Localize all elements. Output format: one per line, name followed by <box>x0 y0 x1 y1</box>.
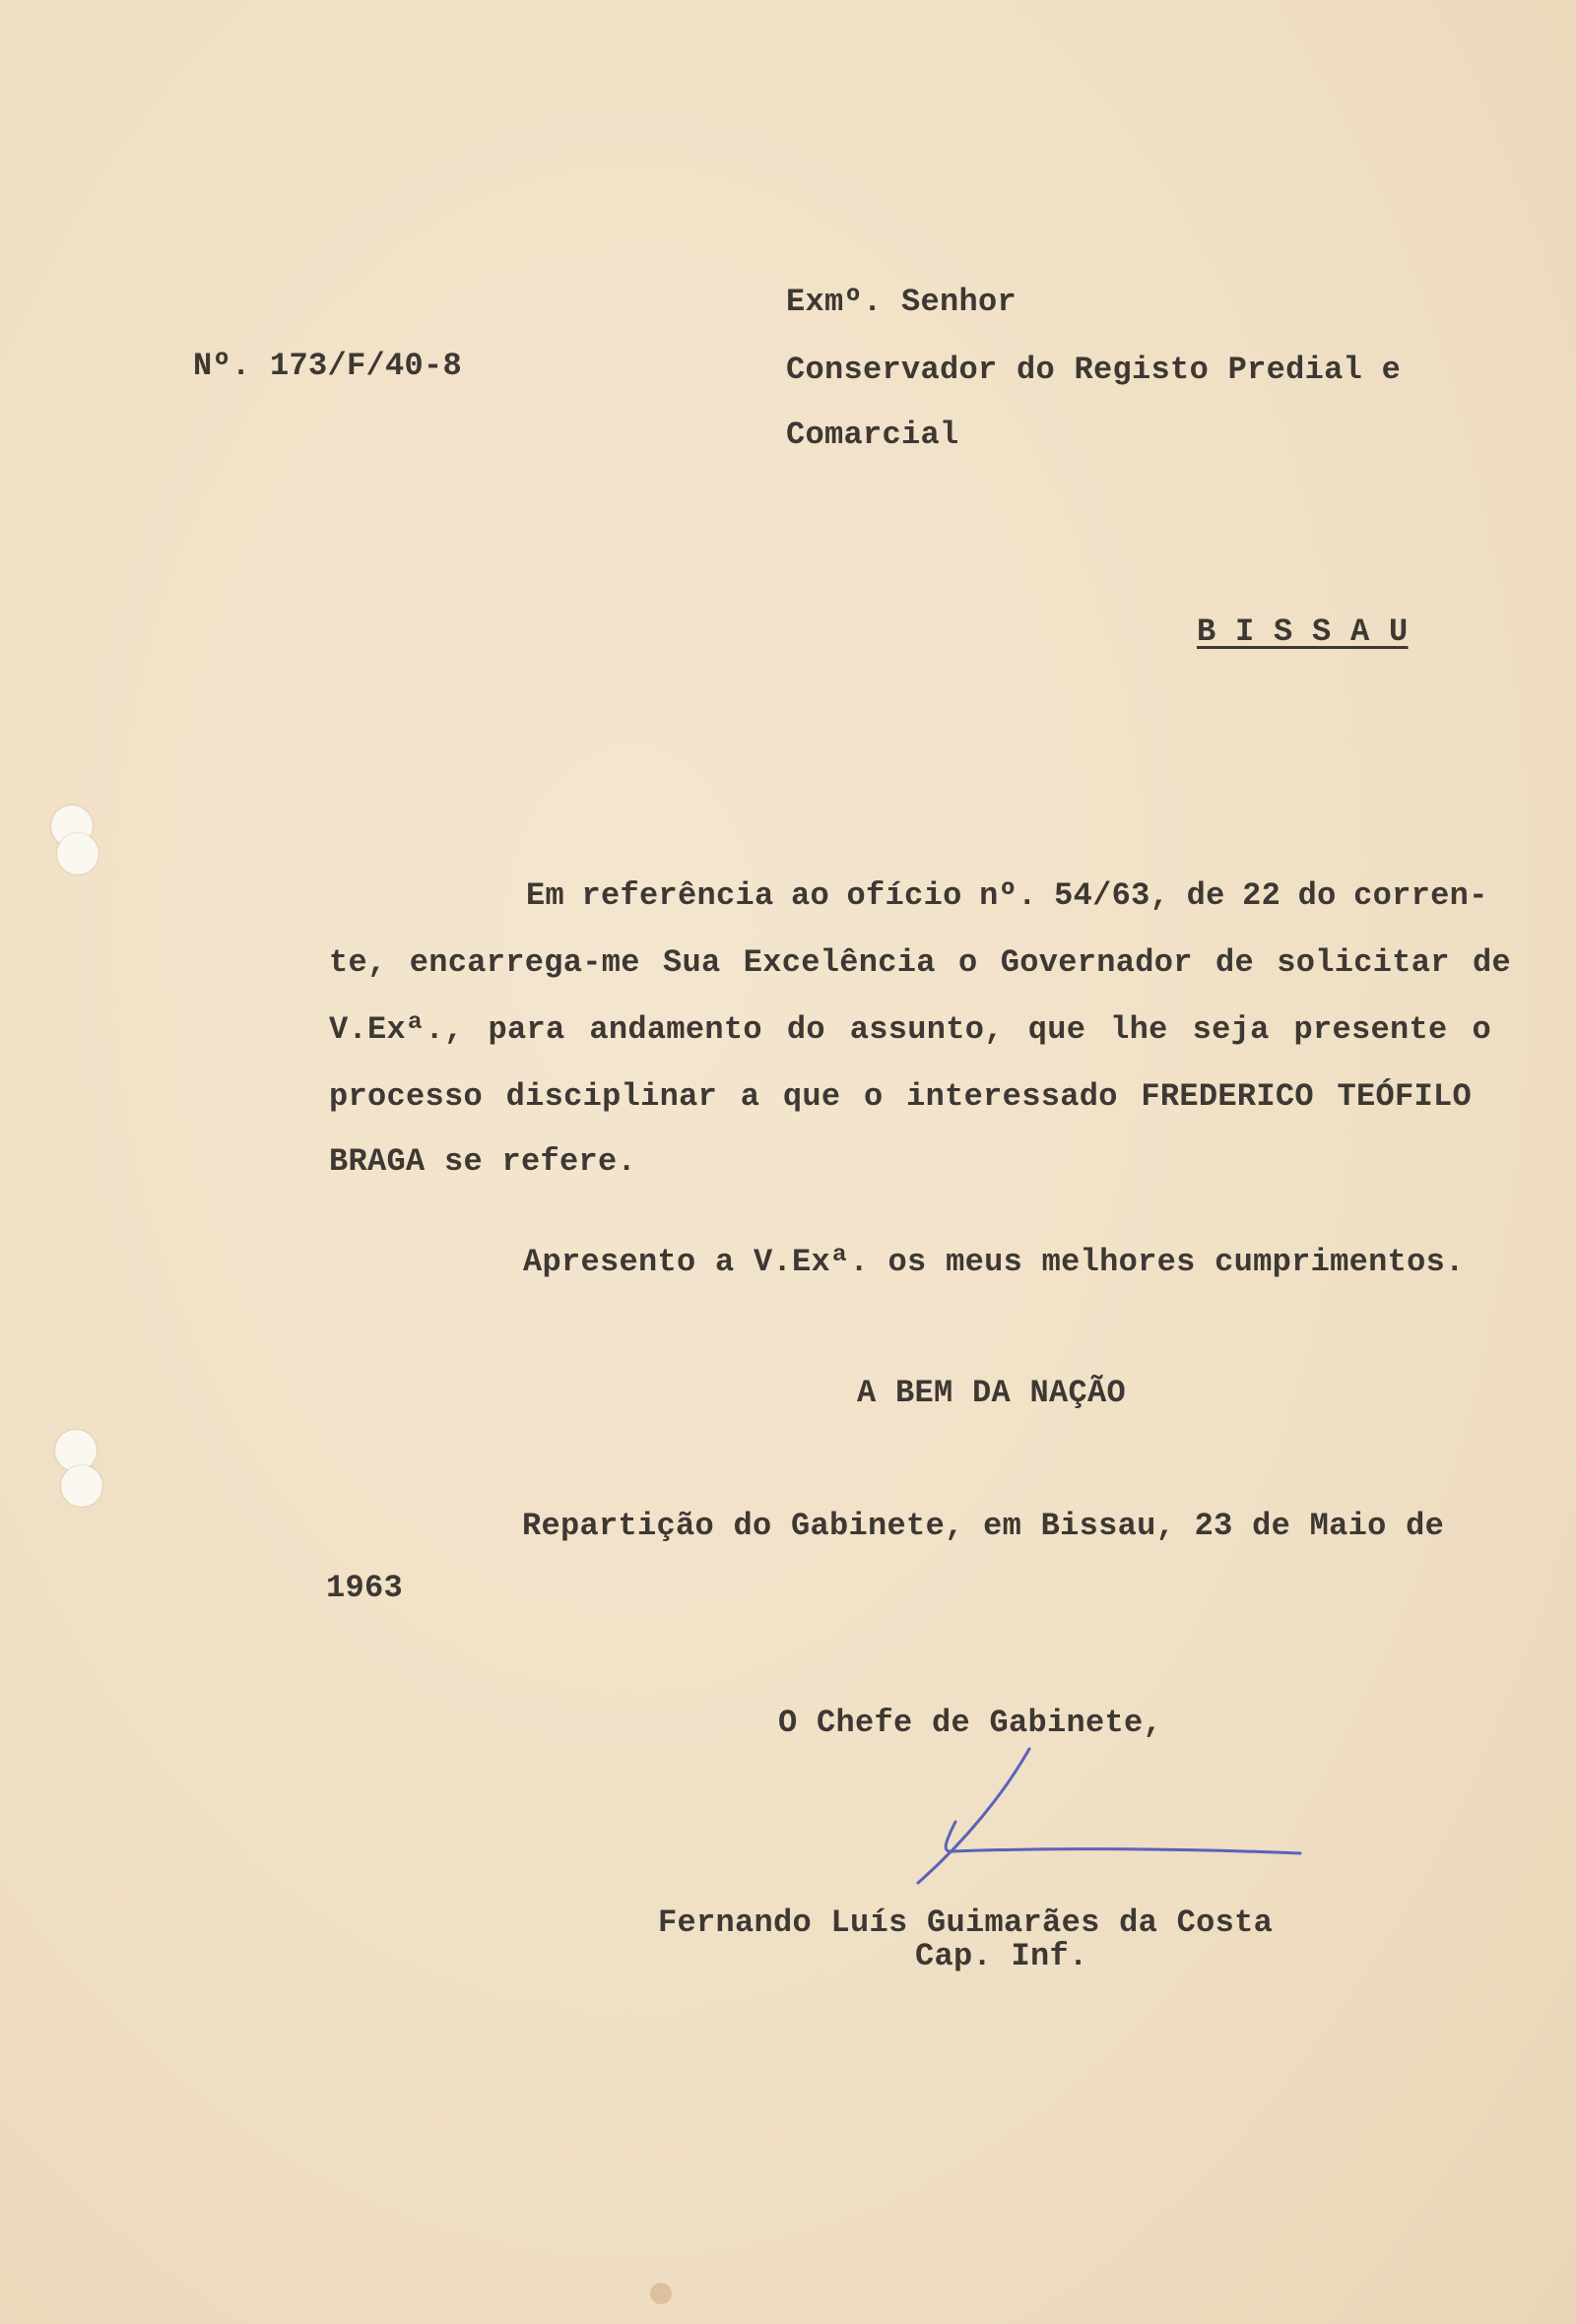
body-line-4: processo disciplinar a que o interessado FREDERICO TEÓFILO <box>329 1078 1472 1115</box>
punch-hole <box>61 1465 102 1507</box>
signatory-rank: Cap. Inf. <box>915 1938 1088 1974</box>
motto: A BEM DA NAÇÃO <box>857 1375 1127 1411</box>
greeting: Apresento a V.Exª. os meus melhores cumprimentos. <box>523 1244 1465 1280</box>
place-date-line-2: 1963 <box>326 1570 404 1606</box>
body-line-2: te, encarrega-me Sua Excelência o Governador de solicitar de <box>329 944 1511 981</box>
city: B I S S A U <box>1197 613 1409 650</box>
place-date-line-1: Repartição do Gabinete, em Bissau, 23 de Maio de <box>522 1508 1445 1544</box>
reference-number: Nº. 173/F/40-8 <box>193 348 463 384</box>
body-line-5: BRAGA se refere. <box>329 1143 637 1180</box>
punch-hole <box>57 833 98 874</box>
stain <box>650 2283 672 2304</box>
signatory-name: Fernando Luís Guimarães da Costa <box>658 1904 1274 1941</box>
addressee-line-1: Exmº. Senhor <box>786 284 1018 320</box>
body-line-3: V.Exª., para andamento do assunto, que lhe seja presente o <box>329 1011 1491 1048</box>
closing: O Chefe de Gabinete, <box>778 1705 1163 1741</box>
body-line-1: Em referência ao ofício nº. 54/63, de 22 do corren- <box>526 877 1488 914</box>
addressee-line-2: Conservador do Registo Predial e <box>786 352 1402 388</box>
addressee-line-3: Comarcial <box>786 417 959 453</box>
signature <box>886 1743 1320 1891</box>
